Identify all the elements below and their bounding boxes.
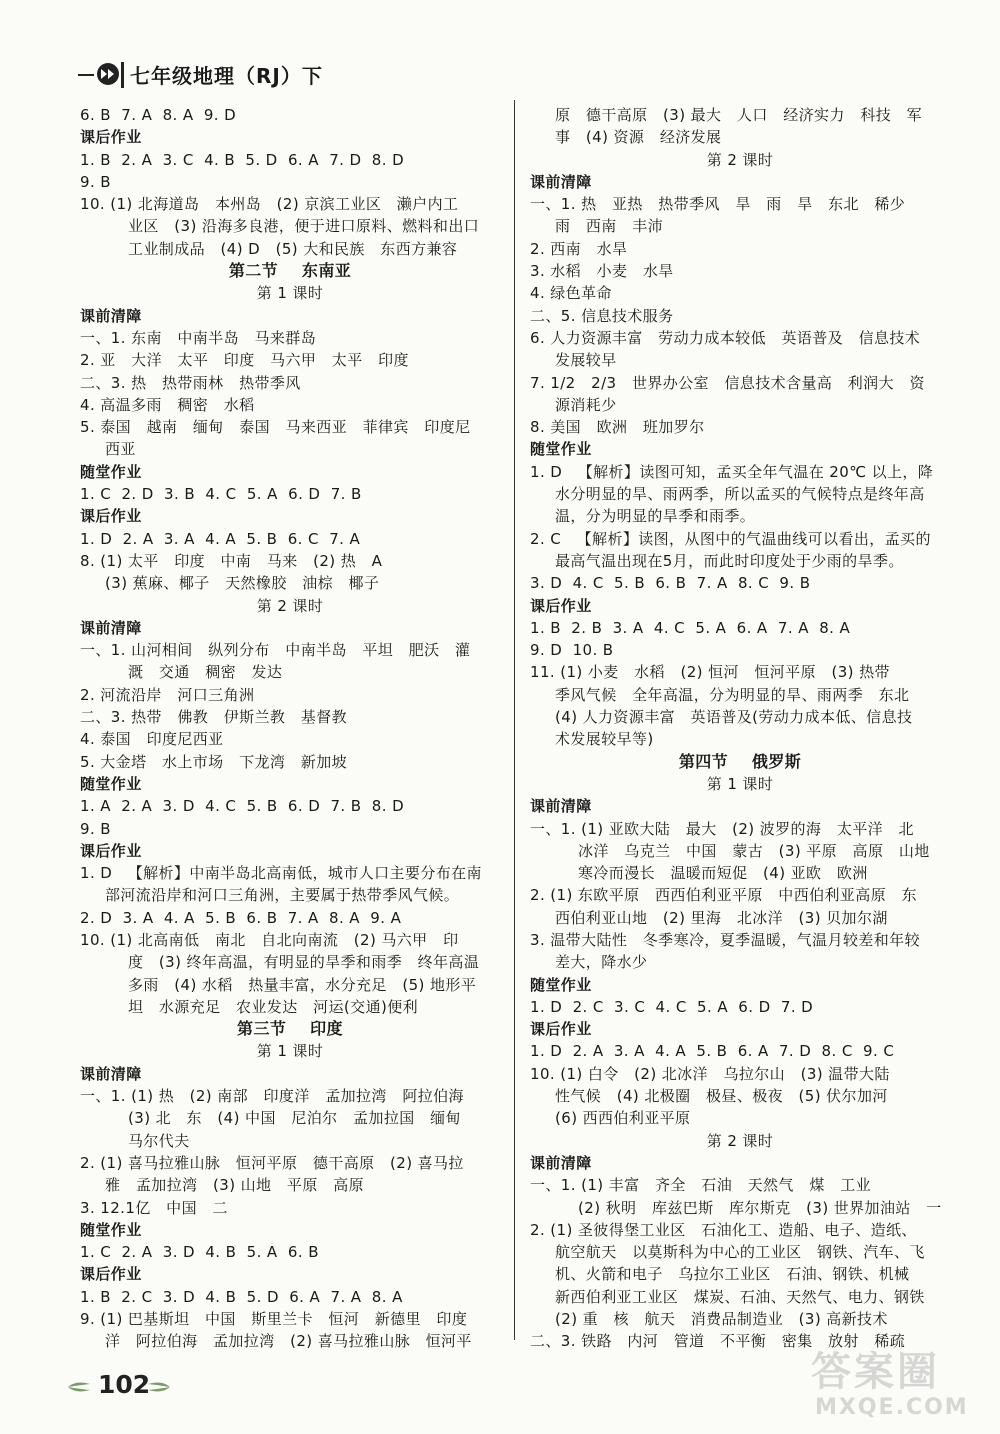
answer-continuation: 最高气温出现在5月，而此时印度处于少雨的旱季。 [555,551,904,570]
section-label: 随堂作业 [80,1220,142,1239]
answer-line: 3. 水稻 小麦 水旱 [530,262,674,281]
page-number: 102 [98,1370,151,1399]
watermark [805,1340,985,1425]
answer-line: 10. (1) 北海道岛 本州岛 (2) 京滨工业区 濑户内工 [80,195,459,214]
answer-line: 1. C 2. D 3. B 4. C 5. A 6. D 7. B [80,485,362,504]
answer-line: 2. (1) 圣彼得堡工业区 石油化工、造船、电子、造纸、 [530,1220,917,1239]
section-label: 课前清障 [80,306,142,325]
answer-continuation: (3) 北 东 (4) 中国 尼泊尔 孟加拉国 缅甸 [128,1109,461,1128]
answer-continuation: 机、火箭和电子 乌拉尔工业区 石油、钢铁、机械 [555,1265,910,1284]
answer-line: 1. D 【解析】中南半岛北高南低，城市人口主要分布在南 [80,864,482,883]
answer-line: 7. 1/2 2/3 世界办公室 信息技术含量高 利润大 资 [530,373,925,392]
section-label: 课后作业 [530,596,592,615]
section-label: 课前清障 [530,1153,592,1172]
lesson-heading: 第 1 课时 [706,774,774,793]
lesson-heading: 第 2 课时 [706,1131,774,1150]
leaf-ornament-icon [66,1380,92,1394]
answer-continuation: 度 (3) 终年高温，有明显的旱季和雨季 终年高温 [128,953,480,972]
answer-line: 2. (1) 东欧平原 西西伯利亚平原 中西伯利亚高原 东 [530,886,918,905]
answer-continuation: 西亚 [105,440,136,459]
answer-line: 6. B 7. A 8. A 9. D [80,106,237,124]
answer-line: 1. C 2. A 3. D 4. B 5. A 6. B [80,1243,319,1262]
answer-line: 二、5. 信息技术服务 [530,306,674,325]
answer-line: 9. D 10. B [530,641,614,660]
answer-line: 10. (1) 北高南低 南北 自北向南流 (2) 马六甲 印 [80,930,459,949]
section-label: 课前清障 [530,797,592,816]
answer-continuation: 雅 孟加拉湾 (3) 山地 平原 高原 [105,1176,365,1195]
answer-line: 2. 亚 大洋 太平 印度 马六甲 太平 印度 [80,351,409,370]
lesson-heading: 第 1 课时 [256,1042,324,1061]
answer-line: 1. D 2. C 3. C 4. C 5. A 6. D 7. D [530,997,814,1016]
answer-line: 10. (1) 白令 (2) 北冰洋 乌拉尔山 (3) 温带大陆 [530,1064,890,1083]
answer-line: 2. 西南 水旱 [530,239,628,258]
answer-continuation: (3) 蕉麻、椰子 天然橡胶 油棕 椰子 [105,574,380,593]
column-divider [514,100,515,1340]
answer-line: 5. 泰国 越南 缅甸 泰国 马来西亚 菲律宾 印度尼 [80,418,471,437]
answer-continuation: 部河流沿岸和河口三角洲，主要属于热带季风气候。 [105,886,460,905]
answer-continuation: (4) 人力资源丰富 英语普及(劳动力成本低、信息技 [555,708,913,727]
answer-line: 2. (1) 喜马拉雅山脉 恒河平原 德干高原 (2) 喜马拉 [80,1153,464,1172]
answer-continuation: 业区 (3) 沿海多良港，便于进口原料、燃料和出口 [128,217,480,236]
book-title: 七年级地理（RJ）下 [130,64,323,88]
lesson-heading: 第 1 课时 [256,284,324,303]
answer-continuation: 多雨 (4) 水稻 热量丰富，水分充足 (5) 地形平 [128,975,477,994]
answer-line: 1. B 2. B 3. A 4. C 5. A 6. A 7. A 8. A [530,618,851,637]
answer-continuation: (2) 重 核 航天 消费品制造业 (3) 高新技术 [555,1310,888,1329]
answer-line: 8. (1) 太平 印度 中南 马来 (2) 热 A [80,551,383,570]
answer-line: 9. B [80,172,111,191]
answer-line: 3. 温带大陆性 冬季寒冷，夏季温暖，气温月较差和年较 [530,930,920,949]
answer-continuation: 原 德干高原 (3) 最大 人口 经济实力 科技 军 [555,106,923,124]
answer-line: 1. B 2. C 3. D 4. B 5. D 6. A 7. A 8. A [80,1287,403,1306]
answer-continuation: 寒冷而漫长 温暖而短促 (4) 亚欧 欧洲 [578,864,868,883]
answer-line: 一、1. (1) 亚欧大陆 最大 (2) 波罗的海 太平洋 北 [530,819,914,838]
section-heading: 第二节 东南亚 [228,261,352,281]
section-label: 课后作业 [80,507,142,526]
section-label: 随堂作业 [530,975,592,994]
answer-continuation: (6) 西西伯利亚平原 [555,1109,691,1128]
answer-continuation: 洋 阿拉伯海 孟加拉湾 (2) 喜马拉雅山脉 恒河平 [105,1332,472,1351]
answer-continuation: 新西伯利亚工业区 煤炭、石油、天然气、电力、钢铁 [555,1287,925,1306]
watermark-logo-text: 答案圈 [811,1349,940,1395]
answer-continuation: 性气候 (4) 北极圈 极昼、极夜 (5) 伏尔加河 [555,1087,888,1106]
section-label: 课后作业 [80,1265,142,1284]
section-label: 课后作业 [80,841,142,860]
section-label: 课前清障 [80,1064,142,1083]
answer-line: 一、1. (1) 丰富 齐全 石油 天然气 煤 工业 [530,1176,872,1195]
lesson-heading: 第 2 课时 [706,150,774,169]
answer-line: 8. 美国 欧洲 班加罗尔 [530,418,705,437]
section-heading: 第四节 俄罗斯 [678,751,802,771]
watermark-url: MXQE.COM [815,1395,969,1420]
answer-line: 1. D 2. A 3. A 4. A 5. B 6. A 7. D 8. C 9. C [530,1042,895,1061]
answer-continuation: 冰洋 乌克兰 中国 蒙古 (3) 平原 高原 山地 [578,841,930,860]
section-label: 随堂作业 [530,440,592,459]
answer-continuation: (2) 秋明 库兹巴斯 库尔斯克 (3) 世界加油站 一 [578,1198,942,1217]
answer-continuation: 马尔代夫 [128,1131,190,1150]
section-label: 课前清障 [80,618,142,637]
answer-line: 一、1. 山河相间 纵列分布 中南半岛 平坦 肥沃 灌 [80,641,471,660]
page-number-badge [62,1370,172,1400]
answer-line: 1. D 【解析】读图可知，孟买全年气温在 20℃ 以上，降 [530,462,934,481]
answer-continuation: 温，分为明显的旱季和雨季。 [555,507,756,526]
answer-line: 2. 河流沿岸 河口三角洲 [80,685,255,704]
answer-line: 4. 泰国 印度尼西亚 [80,730,224,749]
answer-line: 二、3. 热 热带雨林 热带季风 [80,373,301,392]
answer-line: 一、1. 热 亚热 热带季风 旱 雨 旱 东北 稀少 [530,195,906,214]
section-label: 课后作业 [530,1020,592,1039]
section-label: 课前清障 [530,172,592,191]
answer-line: 一、1. (1) 热 (2) 南部 印度洋 孟加拉湾 阿拉伯海 [80,1087,464,1106]
right-column [530,104,950,1353]
answer-continuation: 西伯利亚山地 (2) 里海 北冰洋 (3) 贝加尔湖 [555,908,888,927]
answer-line: 1. B 2. A 3. C 4. B 5. D 6. A 7. D 8. D [80,150,405,169]
answer-line: 9. B [80,819,111,838]
answer-continuation: 工业制成品 (4) D (5) 大和民族 东西方兼容 [128,239,458,258]
answer-line: 二、3. 铁路 内河 管道 不平衡 密集 放射 稀疏 [530,1332,906,1351]
leaf-ornament-icon [146,1380,172,1394]
answer-continuation: 术发展较早等) [555,730,654,749]
answer-continuation: 源消耗少 [555,395,617,414]
answer-continuation: 事 (4) 资源 经济发展 [555,128,722,147]
answer-line: 二、3. 热带 佛教 伊斯兰教 基督教 [80,708,347,727]
answer-continuation: 差大，降水少 [555,953,648,972]
header-bar [121,62,124,88]
section-label: 随堂作业 [80,462,142,481]
left-column [80,104,500,1353]
answer-continuation: 坦 水源充足 农业发达 河运(交通)便利 [128,997,419,1016]
answer-line: 11. (1) 小麦 水稻 (2) 恒河 恒河平原 (3) 热带 [530,663,890,682]
answer-line: 5. 大金塔 水上市场 下龙湾 新加坡 [80,752,347,771]
section-heading: 第三节 印度 [237,1019,343,1039]
answer-continuation: 发展较早 [555,351,617,370]
answer-line: 6. 人力资源丰富 劳动力成本较低 英语普及 信息技术 [530,328,921,347]
page-header [78,58,378,94]
answer-line: 1. A 2. A 3. D 4. C 5. B 6. D 7. B 8. D [80,797,405,816]
answer-line: 3. D 4. C 5. B 6. B 7. A 8. C 9. B [530,574,811,593]
answer-line: 2. D 3. A 4. A 5. B 6. B 7. A 8. A 9. A [80,908,402,927]
answer-line: 1. D 2. A 3. A 4. A 5. B 6. C 7. A [80,529,361,548]
answer-line: 2. C 【解析】读图，从图中的气温曲线可以看出，孟买的 [530,529,931,548]
lesson-heading: 第 2 课时 [256,596,324,615]
answer-line: 3. 12.1亿 中国 二 [80,1198,228,1217]
answer-continuation: 雨 西南 丰沛 [555,217,664,236]
answer-line: 一、1. 东南 中南半岛 马来群岛 [80,328,317,347]
answer-line: 4. 绿色革命 [530,284,612,303]
answer-line: 9. (1) 巴基斯坦 中国 斯里兰卡 恒河 新德里 印度 [80,1310,468,1329]
header-rule [78,74,94,76]
section-label: 随堂作业 [80,774,142,793]
answer-continuation: 溉 交通 稠密 发达 [128,663,283,682]
double-arrow-icon [96,61,120,87]
answer-continuation: 水分明显的旱、雨两季，所以孟买的气候特点是终年高 [555,485,925,504]
answer-line: 4. 高温多雨 稠密 水稻 [80,395,255,414]
section-label: 课后作业 [80,128,142,147]
answer-continuation: 航空航天 以莫斯科为中心的工业区 钢铁、汽车、飞 [555,1243,925,1262]
answer-continuation: 季风气候 全年高温，分为明显的旱、雨两季 东北 [555,685,910,704]
